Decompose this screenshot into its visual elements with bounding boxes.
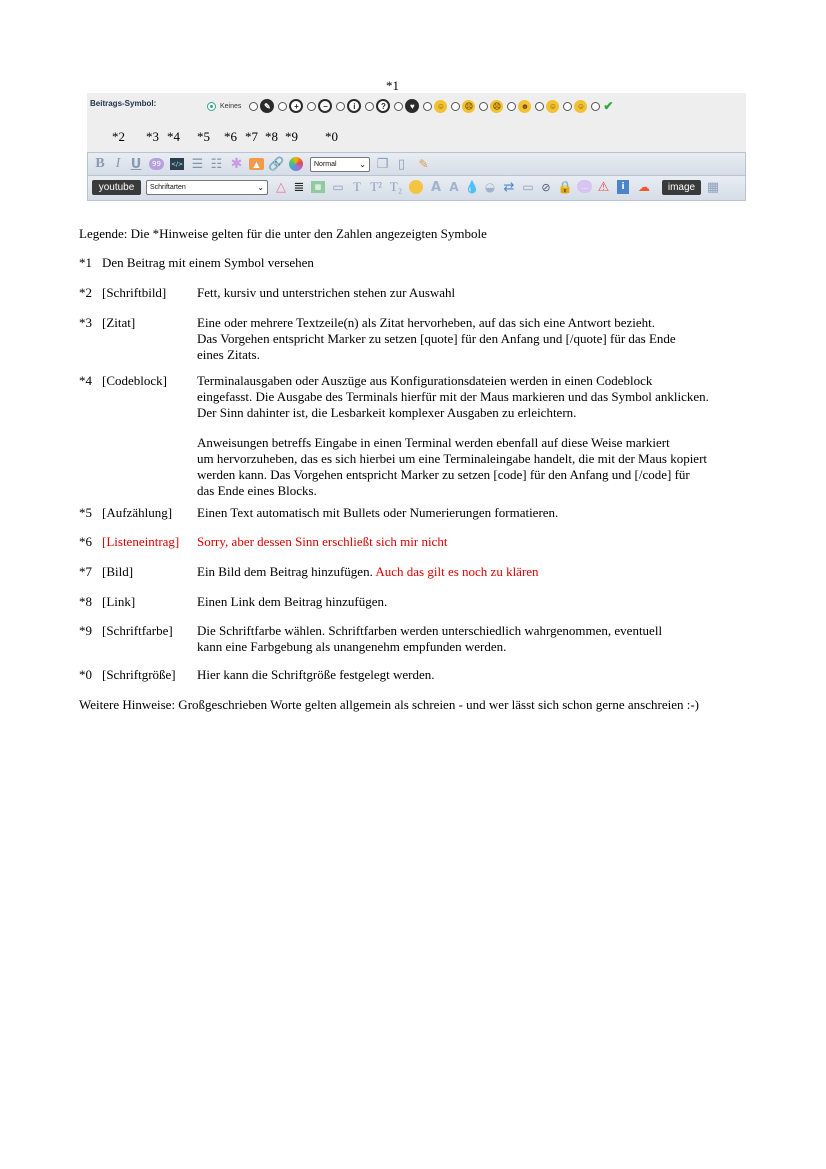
- entry-key: [Schriftbild]: [102, 285, 167, 300]
- symbol-row: [87, 93, 746, 119]
- smiley-neutral-icon: ☺: [546, 100, 559, 113]
- radio-selected[interactable]: [207, 102, 216, 111]
- entry-desc: Sorry, aber dessen Sinn erschließt sich mir nicht: [197, 534, 448, 549]
- entry-number: *7: [79, 564, 92, 579]
- symbol-option-smiley-sad[interactable]: [479, 100, 503, 113]
- desc-line: Der Sinn dahinter ist, die Lesbarkeit komplexer Ausgaben zu erleichtern.: [197, 405, 577, 420]
- image-icon[interactable]: ▲: [249, 158, 264, 170]
- radio[interactable]: [249, 102, 258, 111]
- quote-icon[interactable]: 99: [149, 158, 164, 170]
- entry-key: [Aufzählung]: [102, 505, 173, 520]
- editor-screenshot: [87, 93, 746, 201]
- radio[interactable]: [336, 102, 345, 111]
- marker-3: *3: [146, 129, 159, 144]
- radio[interactable]: [479, 102, 488, 111]
- symbol-option-info[interactable]: [336, 99, 361, 113]
- symbol-option-heart[interactable]: [394, 99, 419, 113]
- symbol-option-smiley-neutral[interactable]: [535, 100, 559, 113]
- warning-icon[interactable]: ⚠: [597, 179, 610, 195]
- font-small-icon[interactable]: A: [449, 180, 459, 194]
- symbol-option-edit[interactable]: [249, 99, 274, 113]
- entry-number: *3: [79, 315, 92, 330]
- radio[interactable]: [507, 102, 516, 111]
- desc-line: eines Zitats.: [197, 347, 260, 362]
- marker-7: *7: [245, 129, 258, 144]
- desc-line: werden kann. Das Vorgehen entspricht Marker zu setzen [code] für den Anfang und [/code] für: [197, 467, 690, 482]
- entry-key: [Zitat]: [102, 315, 136, 330]
- symbol-option-smiley-happy[interactable]: [423, 100, 447, 113]
- page-icon[interactable]: ▭: [522, 180, 534, 194]
- desc-line: Terminalausgaben oder Auszüge aus Konfigurationsdateien werden in einen Codeblock: [197, 373, 653, 388]
- symbol-none-label: Keines: [220, 102, 242, 110]
- speech-bubble-icon[interactable]: …: [577, 180, 592, 193]
- desc-text-highlight: Auch das gilt es noch zu klären: [375, 564, 539, 579]
- entry-number: *5: [79, 505, 92, 520]
- entry-text: Den Beitrag mit einem Symbol versehen: [102, 255, 314, 270]
- paste-format-icon[interactable]: ✎: [418, 157, 429, 171]
- symbol-option-none[interactable]: [207, 102, 245, 111]
- marker-5: *5: [197, 129, 210, 144]
- entry-desc: Fett, kursiv und unterstrichen stehen zur Auswahl: [197, 285, 456, 300]
- entry-number: *0: [79, 667, 92, 682]
- entry-desc: [197, 315, 757, 363]
- font-size-select[interactable]: [310, 157, 370, 172]
- image-button[interactable]: image: [662, 180, 701, 195]
- youtube-button[interactable]: youtube: [92, 180, 141, 195]
- entry-desc: [197, 623, 757, 655]
- symbol-option-smiley-grin[interactable]: [507, 100, 531, 113]
- radio[interactable]: [307, 102, 316, 111]
- symbol-option-check[interactable]: [591, 99, 614, 113]
- entry-key: [Schriftfarbe]: [102, 623, 173, 638]
- desc-line: das Ende eines Blocks.: [197, 483, 317, 498]
- smiley-happy-icon: ☺: [434, 100, 447, 113]
- table-icon[interactable]: ▦: [311, 181, 325, 193]
- copy-icon[interactable]: ❐: [376, 156, 389, 172]
- italic-icon[interactable]: I: [115, 156, 121, 171]
- desc-line: eingefasst. Die Ausgabe des Terminals hierfür mit der Maus markieren und das Symbol anklicken.: [197, 389, 709, 404]
- symbol-option-question[interactable]: [365, 99, 390, 113]
- desc-line: um hervorzuheben, das es sich hierbei um eine Terminaleingabe handelt, die mit der Maus kopiert: [197, 451, 708, 466]
- underline-icon[interactable]: U: [130, 156, 142, 172]
- entry-desc: Hier kann die Schriftgröße festgelegt werden.: [197, 667, 435, 682]
- entry-desc: [197, 564, 757, 580]
- desc-text: Ein Bild dem Beitrag hinzufügen.: [197, 564, 373, 579]
- subscript-icon[interactable]: T₂: [389, 179, 403, 194]
- symbol-option-minus[interactable]: [307, 99, 332, 113]
- entry-number: *1: [79, 255, 92, 270]
- minus-circle-icon: −: [318, 99, 332, 113]
- drop-icon[interactable]: 💧: [464, 180, 480, 194]
- edit-icon: ✎: [260, 99, 274, 113]
- entry-number: *4: [79, 373, 92, 388]
- desc-line: kann eine Farbgebung als unangenehm empfunden werden.: [197, 639, 507, 654]
- strike-icon[interactable]: T: [353, 179, 361, 194]
- sun-icon[interactable]: [409, 180, 423, 194]
- entry-key: [Listeneintrag]: [102, 534, 180, 549]
- chevron-down-icon: ⌄: [257, 183, 264, 192]
- entry-number: *6: [79, 534, 92, 549]
- desc-line: Anweisungen betreffs Eingabe in einen Terminal werden ebenfall auf diese Weise markiert: [197, 435, 670, 450]
- entry-key: [Schriftgröße]: [102, 667, 176, 682]
- align-center-icon[interactable]: ≣: [293, 180, 305, 195]
- lock-icon[interactable]: 🔒: [557, 180, 573, 194]
- radio[interactable]: [535, 102, 544, 111]
- radio[interactable]: [591, 102, 600, 111]
- toolbar-row-2: [87, 176, 746, 201]
- link-icon[interactable]: 🔗: [268, 156, 285, 172]
- codeblock-icon[interactable]: </>: [170, 158, 184, 170]
- symbol-options: [207, 99, 618, 113]
- radio[interactable]: [563, 102, 572, 111]
- symbol-label: Beitrags-Symbol:: [90, 99, 157, 108]
- entry-desc: Einen Link dem Beitrag hinzufügen.: [197, 594, 388, 609]
- desc-line: Die Schriftfarbe wählen. Schriftfarben werden unterschiedlich wahrgenommen, eventuell: [197, 623, 663, 638]
- font-size-value: Normal: [314, 161, 337, 168]
- bold-icon[interactable]: B: [95, 156, 105, 171]
- marker-2: *2: [112, 129, 125, 144]
- font-color-icon[interactable]: [289, 157, 303, 171]
- list-item-icon[interactable]: ✱: [230, 156, 243, 172]
- swap-icon[interactable]: ⇄: [503, 179, 515, 195]
- radio[interactable]: [278, 102, 287, 111]
- symbol-option-plus[interactable]: [278, 99, 303, 113]
- info-icon[interactable]: i: [617, 180, 629, 194]
- smiley-grin-icon: ☻: [518, 100, 531, 113]
- paste-icon[interactable]: ▯: [397, 156, 406, 172]
- font-family-value: Schriftarten: [150, 184, 186, 191]
- entry-number: *8: [79, 594, 92, 609]
- box-icon[interactable]: ▭: [332, 180, 344, 194]
- entry-key: [Link]: [102, 594, 136, 609]
- grid-icon[interactable]: ▦: [706, 179, 720, 195]
- font-family-select[interactable]: [146, 180, 268, 195]
- footer-note: Weitere Hinweise: Großgeschrieben Worte gelten allgemein als schreien - und wer lässt sich schon gerne anschreien :-): [79, 697, 699, 712]
- entry-key: [Codeblock]: [102, 373, 167, 388]
- smiley-angry-icon: ☹: [462, 100, 475, 113]
- smiley-sad-icon: ☹: [490, 100, 503, 113]
- superscript-icon[interactable]: T²: [370, 179, 382, 194]
- entry-desc: Einen Text automatisch mit Bullets oder Numerierungen formatieren.: [197, 505, 559, 520]
- drop-outline-icon[interactable]: ◒: [484, 180, 496, 194]
- info-circle-icon: i: [347, 99, 361, 113]
- check-icon: ✔: [603, 99, 614, 113]
- heart-icon: ♥: [405, 99, 419, 113]
- symbol-option-smiley-angry[interactable]: [451, 100, 475, 113]
- number-row: [87, 119, 746, 152]
- smiley-wink-icon: ☺: [574, 100, 587, 113]
- radio[interactable]: [423, 102, 432, 111]
- desc-line: Das Vorgehen entspricht Marker zu setzen [quote] für den Anfang und [/quote] für das Ende: [197, 331, 676, 346]
- numbered-list-icon[interactable]: ☷: [210, 156, 223, 172]
- marker-6: *6: [224, 129, 237, 144]
- entry-desc: [197, 373, 757, 499]
- marker-1: *1: [386, 78, 399, 93]
- radio[interactable]: [451, 102, 460, 111]
- symbol-option-smiley-wink[interactable]: [563, 100, 587, 113]
- radio[interactable]: [365, 102, 374, 111]
- toolbar-row-1: [87, 152, 746, 176]
- soundcloud-icon[interactable]: ☁: [638, 180, 650, 194]
- marker-9: *9: [285, 129, 298, 144]
- marker-4: *4: [167, 129, 180, 144]
- chevron-down-icon: ⌄: [359, 160, 366, 169]
- entry-number: *2: [79, 285, 92, 300]
- bullet-list-icon[interactable]: ☰: [191, 156, 204, 172]
- hide-icon[interactable]: ⊘: [541, 180, 551, 194]
- entry-key: [Bild]: [102, 564, 134, 579]
- font-large-icon[interactable]: A: [430, 179, 442, 195]
- radio[interactable]: [394, 102, 403, 111]
- highlight-icon[interactable]: △: [276, 180, 286, 195]
- marker-8: *8: [265, 129, 278, 144]
- desc-line: Eine oder mehrere Textzeile(n) als Zitat hervorheben, auf das sich eine Antwort bezieht.: [197, 315, 655, 330]
- plus-circle-icon: +: [289, 99, 303, 113]
- question-circle-icon: ?: [376, 99, 390, 113]
- marker-0: *0: [325, 129, 338, 144]
- entry-number: *9: [79, 623, 92, 638]
- legend-intro: Legende: Die *Hinweise gelten für die unter den Zahlen angezeigten Symbole: [79, 226, 487, 241]
